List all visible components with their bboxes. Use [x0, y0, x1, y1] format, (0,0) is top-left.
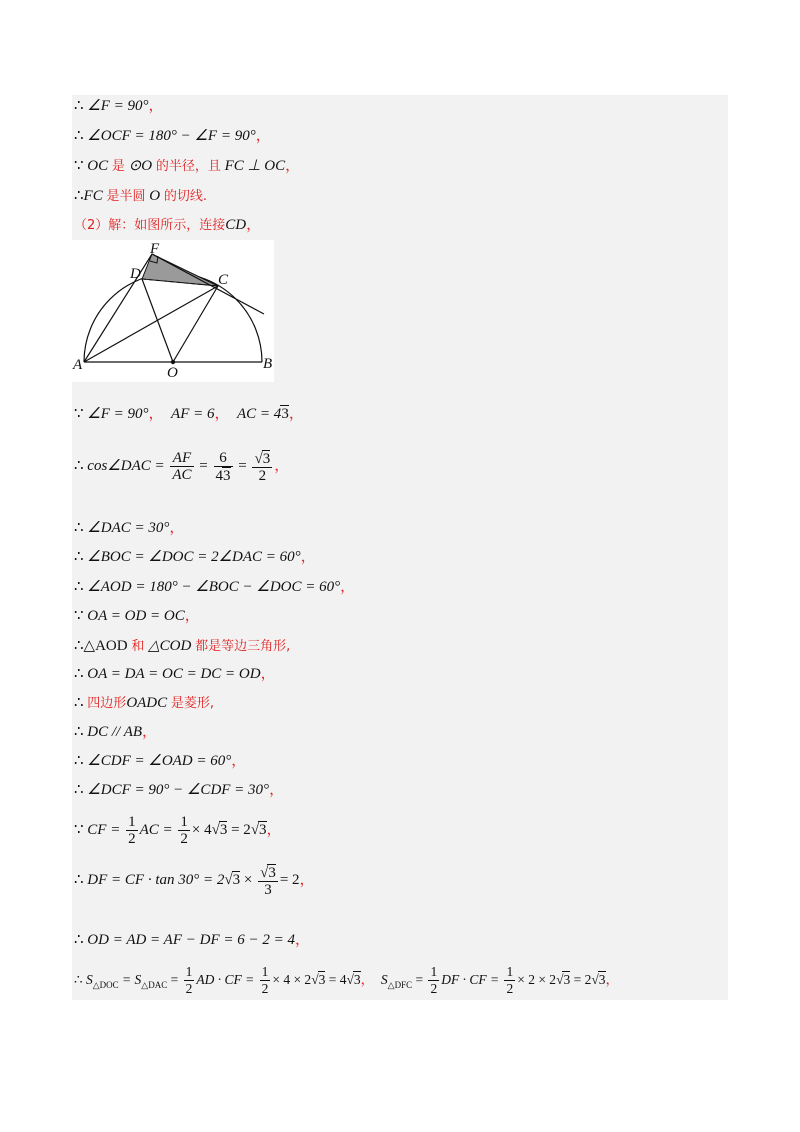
math-expression: ∠CDF = ∠OAD = 60° [87, 753, 232, 769]
math-expression: CF = [87, 822, 121, 838]
therefore-symbol: ∴ [74, 666, 84, 682]
math-expression: FC [83, 188, 103, 204]
step-line-21: ∴ $S_{\triangle DOC} = S_{\triangle DAC}$ = $\frac{1}{2}$ AD · CF = $\frac{1}{2}$ × 4 × 2√3 = 4√3， $S_{\triangle DFC}$ = $\frac{1}{2}$ DF · CF = $\frac{1}{2}$ × 2 × 2√3 = 2√3， [74, 964, 620, 997]
label-O: O [167, 365, 178, 381]
comma: ， [142, 724, 158, 740]
comma: ， [148, 98, 164, 114]
step-line-16 [74, 751, 246, 771]
math-expression: ∠AOD = 180° − ∠BOC − ∠DOC = 60° [87, 579, 341, 595]
step-line-14 [74, 693, 214, 714]
fraction-root3-over-2: $\frac{√3}{2}$ [254, 450, 271, 484]
comma: ， [260, 666, 276, 682]
comma: ， [294, 932, 310, 948]
comma: ， [274, 458, 290, 474]
math-expression: × 4 [191, 822, 212, 838]
math-expression: ∠F = 90° [87, 406, 149, 422]
math-expression: ∠OCF = 180° − ∠F = 90° [87, 128, 256, 144]
label-D: D [130, 266, 141, 282]
math-expression: OADC [126, 695, 168, 711]
comma: ， [246, 217, 262, 233]
math-expression: ⊙O [128, 158, 153, 174]
therefore-symbol: ∴ [74, 932, 84, 948]
fraction-one-half: $\frac{1}{2}$ [506, 964, 514, 997]
therefore-symbol: ∴ [74, 638, 84, 654]
step-line-15 [74, 722, 157, 742]
label-C: C [218, 272, 229, 288]
math-expression: ∠DCF = 90° − ∠CDF = 30° [87, 782, 270, 798]
label-B: B [263, 356, 273, 372]
math-expression: DC // AB [87, 724, 143, 740]
math-expression: OA = DA = OC = DC = OD [87, 666, 261, 682]
because-symbol: ∵ [74, 822, 84, 838]
because-symbol: ∵ [74, 406, 84, 422]
step-line-3 [74, 156, 300, 177]
therefore-symbol: ∴ [74, 128, 84, 144]
fraction-one-half: $\frac{1}{2}$ [430, 964, 438, 997]
part-2-heading: （2）解：如图所示，连接 [74, 218, 226, 233]
math-expression: △AOD [83, 638, 128, 654]
comma: ， [184, 608, 200, 624]
therefore-symbol: ∴ [74, 98, 84, 114]
step-line-2 [74, 126, 271, 146]
chinese-text: 的切线. [163, 189, 207, 204]
math-expression: cos∠DAC = [87, 458, 165, 474]
chinese-text: 都是等边三角形, [195, 639, 291, 654]
step-line-4 [74, 186, 207, 207]
step-line-19: ∴ DF = CF · tan 30° = 2√3 × $\frac{√3}{3}$ = 2， [74, 864, 315, 898]
geometry-figure [72, 240, 274, 382]
therefore-symbol: ∴ [74, 695, 84, 711]
math-expression: OD = AD = AF − DF = 6 − 2 = 4 [87, 932, 295, 948]
comma: ， [266, 822, 282, 838]
comma: ， [169, 520, 185, 536]
math-expression: △COD [148, 638, 192, 654]
comma: ， [214, 406, 230, 422]
label-A: A [73, 357, 83, 373]
math-expression: DF = CF · tan 30° = 2 [87, 872, 225, 888]
math-expression: AC = 4 [237, 406, 282, 422]
step-line-6: ∵ ∠F = 90°， AF = 6， AC = 43， [74, 406, 304, 422]
therefore-symbol: ∴ [74, 972, 83, 987]
math-expression: = 2 [279, 872, 300, 888]
math-expression: O [149, 188, 161, 204]
step-line-13 [74, 664, 276, 684]
therefore-symbol: ∴ [74, 188, 84, 204]
fraction-root3-over-3: $\frac{√3}{3}$ [260, 864, 276, 898]
because-symbol: ∵ [74, 608, 84, 624]
step-line-1 [74, 96, 164, 116]
math-expression: = S [122, 972, 142, 987]
comma: ， [360, 972, 375, 987]
chinese-text: 是菱形, [170, 696, 215, 711]
comma: ， [231, 753, 247, 769]
comma: ， [255, 128, 271, 144]
therefore-symbol: ∴ [74, 520, 84, 536]
math-expression: ∠BOC = ∠DOC = 2∠DAC = 60° [87, 549, 301, 565]
comma: ， [288, 406, 304, 422]
step-line-9 [74, 547, 316, 567]
therefore-symbol: ∴ [74, 579, 84, 595]
chinese-text: 是半圆 [106, 189, 146, 204]
fraction-one-half: $\frac{1}{2}$ [185, 964, 193, 997]
fraction-one-half: $\frac{1}{2}$ [180, 814, 188, 848]
step-line-5 [74, 215, 261, 236]
comma: ， [285, 158, 301, 174]
step-line-8 [74, 518, 184, 538]
math-expression: DF · CF = [441, 972, 500, 987]
step-line-10 [74, 577, 355, 597]
math-expression: FC ⊥ OC [224, 158, 286, 174]
chinese-text: 的半径，且 [155, 159, 221, 174]
comma: ， [148, 406, 164, 422]
center-point-O [171, 360, 175, 364]
math-expression: ∠F = 90° [87, 98, 149, 114]
label-F: F [150, 241, 160, 257]
therefore-symbol: ∴ [74, 782, 84, 798]
step-line-20 [74, 930, 310, 950]
math-expression: AD · CF = [196, 972, 255, 987]
step-line-17 [74, 780, 284, 800]
therefore-symbol: ∴ [74, 724, 84, 740]
therefore-symbol: ∴ [74, 549, 84, 565]
math-expression: = 2 [231, 822, 251, 838]
therefore-symbol: ∴ [74, 872, 84, 888]
because-symbol: ∵ [74, 158, 84, 174]
comma: ， [605, 972, 620, 987]
therefore-symbol: ∴ [74, 753, 84, 769]
therefore-symbol: ∴ [74, 458, 84, 474]
math-expression: × [243, 872, 253, 888]
comma: ， [300, 549, 316, 565]
math-expression: S [85, 972, 93, 987]
step-line-18: ∵ CF = $\frac{1}{2}$ AC = $\frac{1}{2}$ × 4√3 = 2√3， [74, 814, 282, 848]
comma: ， [299, 872, 315, 888]
comma: ， [340, 579, 356, 595]
math-expression: S [380, 972, 388, 987]
math-expression: OA = OD = OC [87, 608, 185, 624]
chinese-text: 和 [131, 639, 145, 654]
fraction-AF-AC: $\frac{AF}{AC}$ [172, 450, 192, 484]
chinese-text: 四边形 [87, 696, 127, 711]
fraction-one-half: $\frac{1}{2}$ [261, 964, 269, 997]
fraction-6-over-4root3: $\frac{6}{43}$ [215, 449, 231, 484]
math-expression: OC [87, 158, 109, 174]
step-line-11 [74, 606, 200, 626]
fraction-one-half: $\frac{1}{2}$ [128, 814, 136, 848]
chinese-text: 是 [111, 159, 125, 174]
step-line-12 [74, 636, 290, 657]
math-expression: ∠DAC = 30° [87, 520, 170, 536]
comma: ， [269, 782, 285, 798]
step-line-7: ∴ cos∠DAC = $\frac{AF}{AC}$ = $\frac{6}{43}$ = $\frac{√3}{2}$ ， [74, 449, 290, 484]
math-expression: AF = 6 [171, 406, 215, 422]
math-expression: AC = [139, 822, 173, 838]
math-expression: CD [225, 217, 247, 233]
